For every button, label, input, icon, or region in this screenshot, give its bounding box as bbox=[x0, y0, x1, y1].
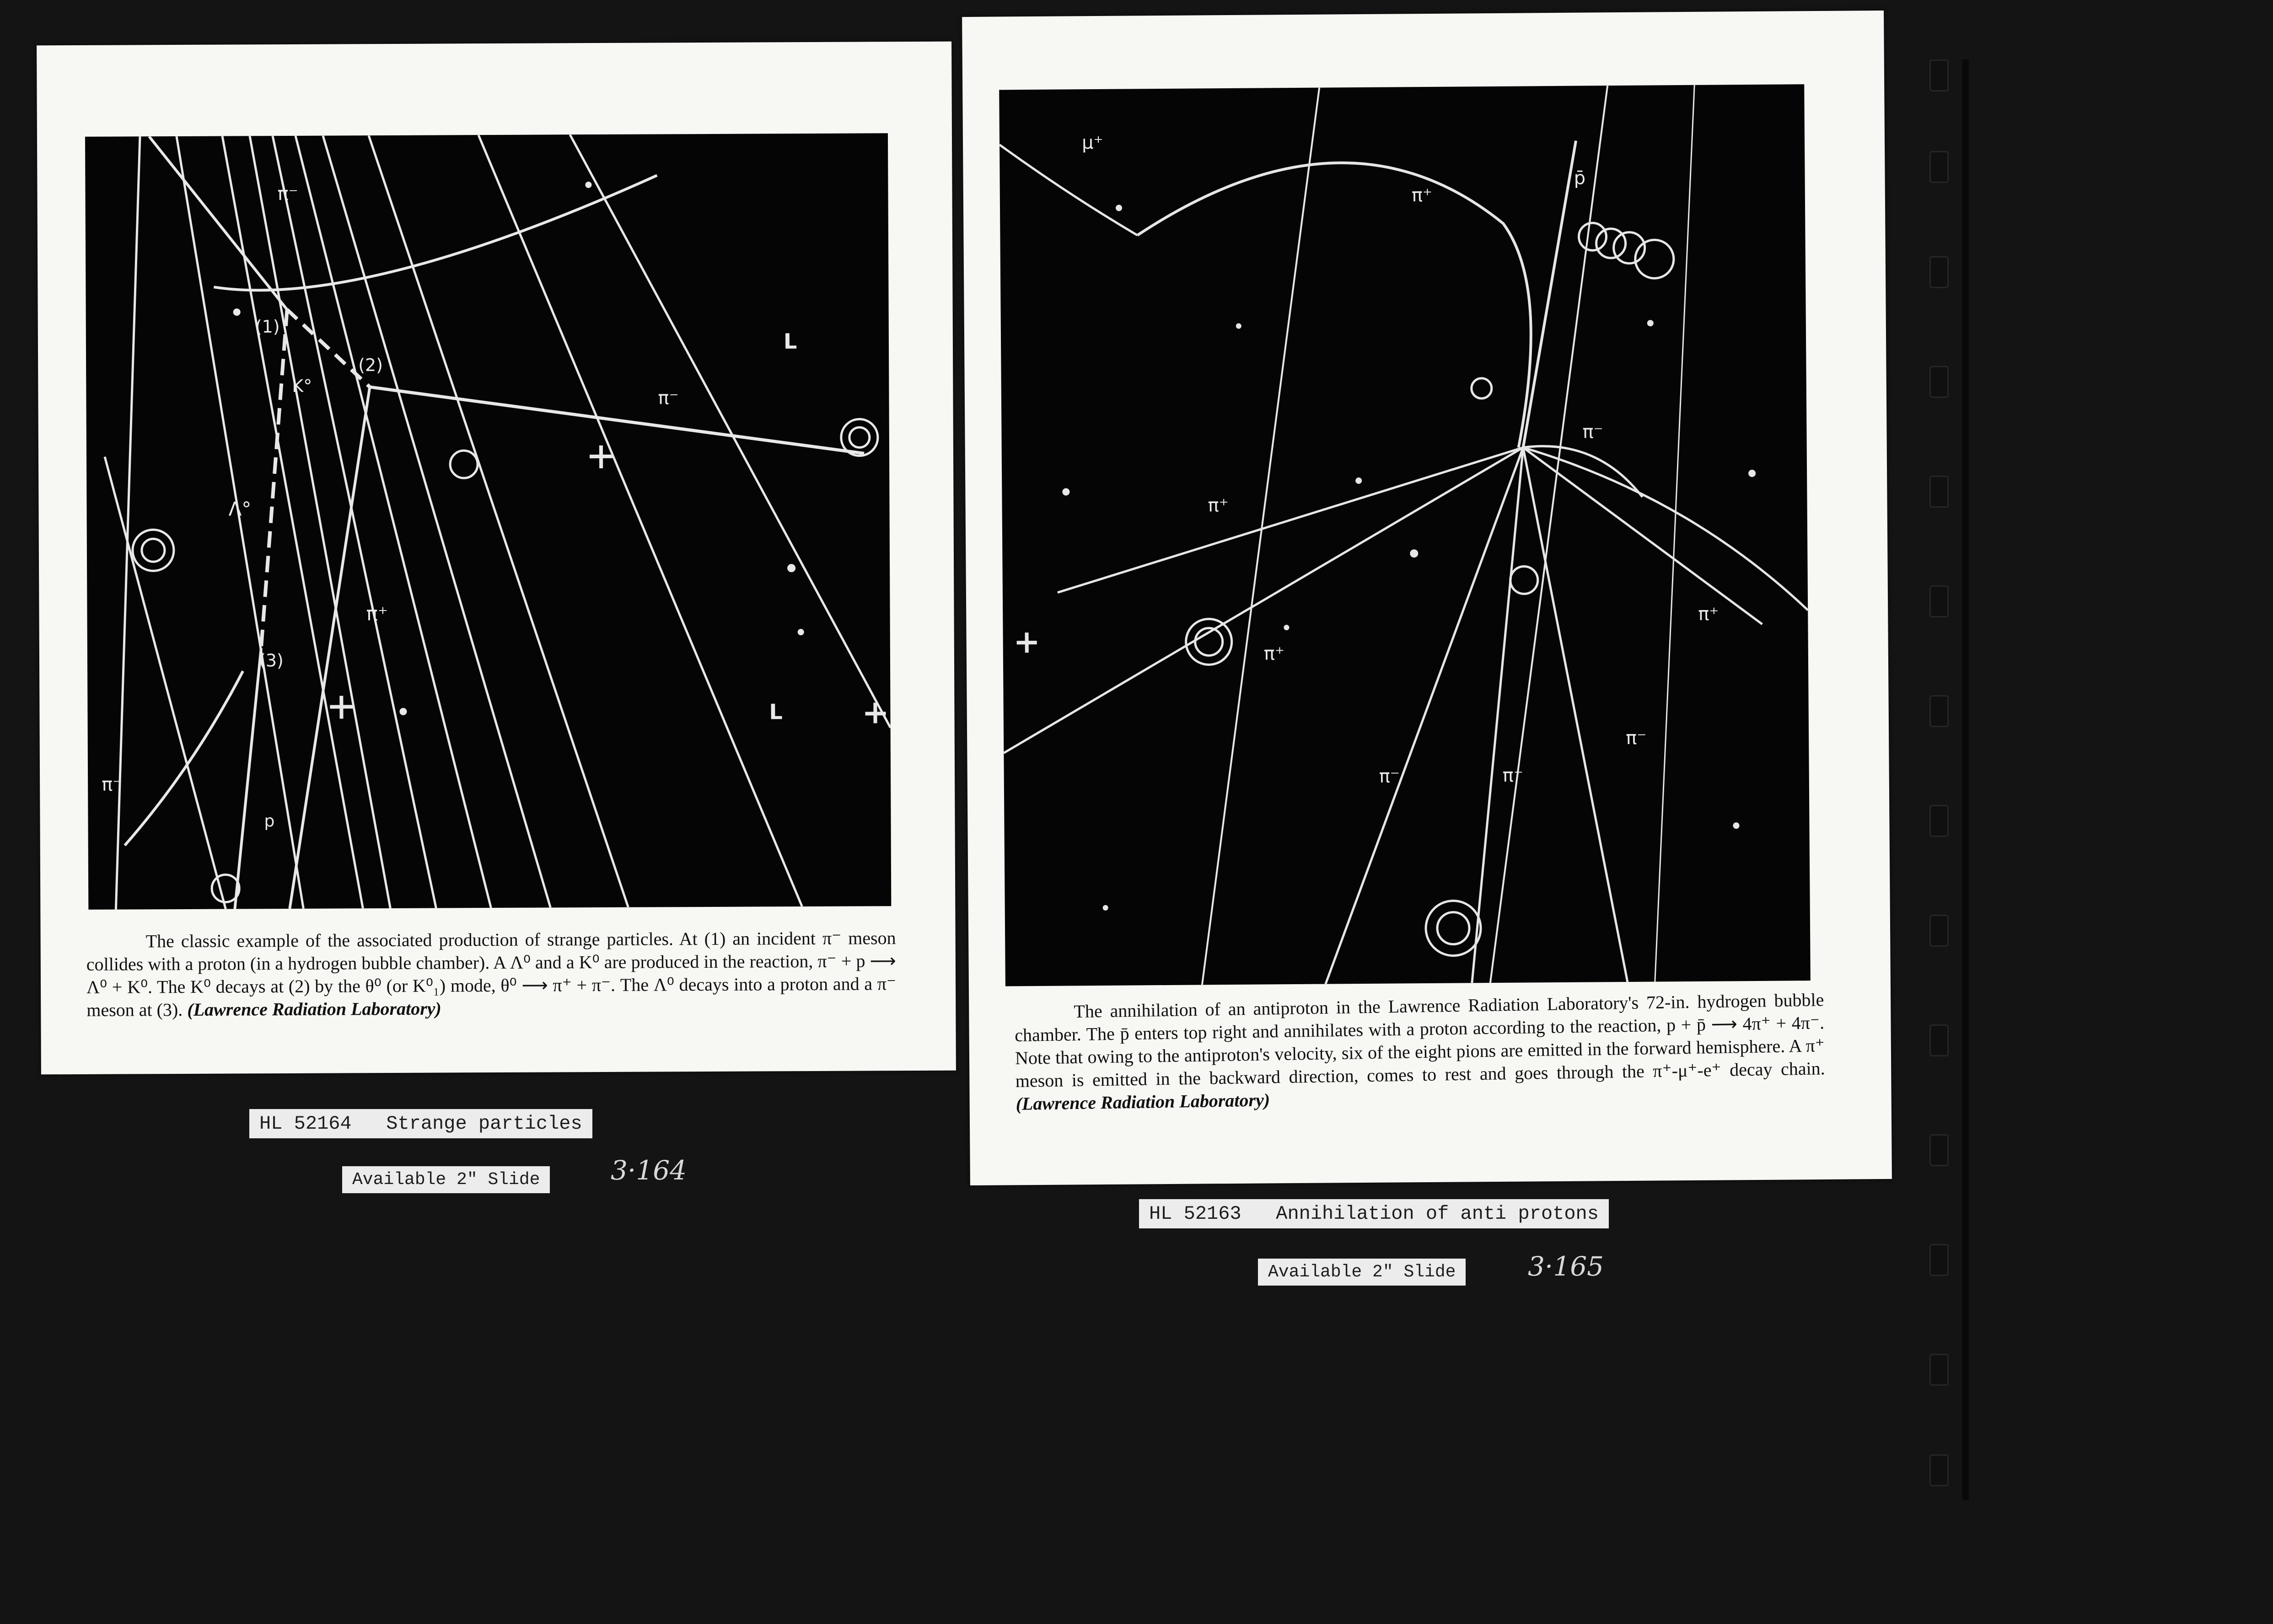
pion-track bbox=[1523, 447, 1628, 983]
spiral-track bbox=[849, 427, 870, 447]
spiral-track bbox=[212, 874, 239, 902]
spiral-track bbox=[1437, 912, 1469, 944]
caption-credit: (Lawrence Radiation Laboratory) bbox=[187, 998, 441, 1020]
label-pi-plus-right: π⁺ bbox=[1698, 603, 1719, 625]
label-pi-plus-left: π⁺ bbox=[1208, 495, 1229, 516]
beam-track bbox=[222, 135, 363, 909]
fiducial-cross bbox=[599, 445, 603, 468]
film-sprocket-hole bbox=[1929, 476, 1949, 508]
bubble-dot bbox=[1236, 323, 1241, 329]
film-sprocket-hole bbox=[1929, 151, 1949, 183]
fiducial-cross bbox=[339, 696, 343, 718]
beam-track bbox=[273, 135, 436, 909]
curved-track bbox=[124, 671, 244, 845]
pion-track bbox=[1057, 448, 1524, 593]
label-pi-plus: π⁺ bbox=[366, 602, 388, 625]
label-L-bottom: L bbox=[769, 699, 783, 724]
bubble-chamber-photo-annihilation bbox=[999, 84, 1811, 986]
bubble-dot bbox=[1355, 477, 1362, 484]
label-proton: p bbox=[264, 812, 275, 831]
film-edge-strip bbox=[1962, 59, 1969, 1500]
bubble-dot bbox=[585, 182, 591, 188]
label-collision-1: (1) bbox=[255, 316, 280, 337]
curved-track bbox=[1137, 161, 1531, 450]
bubble-dot bbox=[233, 308, 241, 316]
bubble-dot bbox=[399, 708, 407, 715]
beam-track bbox=[1649, 85, 1701, 982]
catalog-label-hl-52163: HL 52163 Annihilation of anti protons bbox=[1139, 1199, 1609, 1228]
film-sprocket-hole bbox=[1929, 695, 1949, 727]
bubble-dot bbox=[787, 564, 795, 572]
spiral-track bbox=[1472, 378, 1492, 398]
film-sprocket-hole bbox=[1929, 585, 1949, 617]
pi-plus-decay-track bbox=[287, 387, 372, 909]
beam-track bbox=[323, 135, 550, 909]
film-sprocket-hole bbox=[1929, 1354, 1949, 1386]
label-decay-2: (2) bbox=[358, 355, 383, 375]
film-sprocket-hole bbox=[1929, 1244, 1949, 1276]
film-sprocket-hole bbox=[1929, 1134, 1949, 1166]
caption-antiproton-annihilation bbox=[1014, 988, 1826, 1115]
label-decay-3: (3) bbox=[258, 650, 284, 671]
label-L-top: L bbox=[783, 329, 797, 354]
slide-availability-label: Available 2" Slide bbox=[342, 1166, 550, 1193]
pion-track bbox=[1322, 448, 1527, 984]
film-sprocket-hole bbox=[1929, 1024, 1949, 1056]
label-pi-minus-a: π⁻ bbox=[1379, 766, 1400, 787]
film-sprocket-hole bbox=[1929, 1454, 1949, 1486]
bubble-dot bbox=[1733, 822, 1739, 829]
film-sprocket-hole bbox=[1929, 805, 1949, 837]
label-k0: K° bbox=[292, 375, 312, 396]
pion-track bbox=[1468, 448, 1527, 983]
pion-track bbox=[1523, 445, 1808, 612]
caption-text: The annihilation of an antiproton in the Lawrence Radiation Laboratory's 72-in. hydrogen bubble chamber. The p̄ enters top right and annihilates with a proton according to the reaction, p + p̄ ⟶ 4π⁺ + 4π⁻. Note that owing to the antiproton's velocity, six of the eight pions are emitted in the forward hemisphere. A π⁺ meson is emitted in the backward direction, comes to rest and goes through the π⁺-μ⁺-e⁺ decay chain. bbox=[1014, 989, 1825, 1092]
caption-strange-particles bbox=[86, 927, 897, 1022]
beam-track bbox=[1196, 88, 1326, 985]
pi-minus-decay-track bbox=[370, 385, 864, 456]
bubble-dot bbox=[1062, 488, 1069, 495]
bubble-dot bbox=[1103, 905, 1108, 911]
film-sprocket-hole bbox=[1929, 59, 1949, 91]
antiproton-annihilation-print bbox=[962, 11, 1892, 1185]
label-pi-plus-mid: π⁺ bbox=[1263, 643, 1285, 665]
spiral-track bbox=[1426, 900, 1481, 956]
beam-track bbox=[478, 134, 802, 908]
spiral-track bbox=[142, 539, 165, 562]
spiral-track bbox=[1596, 229, 1625, 258]
bubble-dot bbox=[1284, 625, 1289, 630]
label-pi-plus-top: π⁺ bbox=[1411, 184, 1433, 206]
slide-availability-label: Available 2" Slide bbox=[1258, 1259, 1466, 1286]
fiducial-cross bbox=[873, 702, 877, 723]
bubble-dot bbox=[798, 629, 804, 635]
handwritten-slide-number: 3·164 bbox=[611, 1155, 687, 1186]
spiral-track bbox=[133, 530, 174, 571]
label-pi-minus-low: π⁻ bbox=[102, 774, 123, 795]
label-pi-minus-mid: π⁻ bbox=[658, 387, 679, 409]
film-sprocket-hole bbox=[1929, 366, 1949, 398]
pion-track bbox=[1002, 448, 1526, 753]
label-pi-minus-c: π⁻ bbox=[1625, 727, 1647, 749]
beam-track bbox=[1484, 86, 1614, 983]
spiral-track bbox=[450, 450, 478, 478]
track-drawing bbox=[85, 133, 891, 910]
fiducial-cross bbox=[1025, 632, 1029, 653]
bubble-dot bbox=[1647, 320, 1654, 327]
label-mu-plus: μ⁺ bbox=[1081, 132, 1103, 154]
spiral-track bbox=[1510, 566, 1538, 594]
bubble-dot bbox=[1410, 549, 1418, 557]
bubble-dot bbox=[1116, 205, 1122, 211]
spiral-track bbox=[1579, 223, 1606, 250]
catalog-label-hl-52164: HL 52164 Strange particles bbox=[249, 1109, 592, 1138]
caption-credit: (Lawrence Radiation Laboratory) bbox=[1016, 1089, 1270, 1115]
proton-track bbox=[234, 648, 262, 909]
label-pi-minus-top: π⁻ bbox=[277, 183, 298, 205]
label-pi-minus-b: π⁻ bbox=[1502, 765, 1524, 786]
spiral-track bbox=[841, 419, 878, 456]
film-sprocket-hole bbox=[1929, 256, 1949, 288]
track-drawing bbox=[999, 84, 1811, 986]
label-lambda0: Λ° bbox=[228, 498, 252, 520]
label-antiproton: p̄ bbox=[1574, 167, 1586, 189]
film-sprocket-hole bbox=[1929, 915, 1949, 947]
bubble-chamber-photo-strange bbox=[85, 133, 891, 910]
caption-text: The classic example of the associated production of strange particles. At (1) an incident π⁻ meson collides with a proton (in a hydrogen bubble chamber). A Λ⁰ and a K⁰ are produced in the reaction, π⁻ + p ⟶ Λ⁰ + K⁰. The K⁰ decays at (2) by the θ⁰ (or K⁰₁) mode, θ⁰ ⟶ π⁺ + π⁻. The Λ⁰ decays into a proton and a π⁻ meson at (3). bbox=[86, 927, 897, 1020]
bubble-dot bbox=[1748, 470, 1756, 477]
beam-track bbox=[369, 134, 628, 908]
handwritten-slide-number: 3·165 bbox=[1528, 1251, 1604, 1282]
mu-plus-track bbox=[999, 144, 1137, 236]
pion-track bbox=[1523, 446, 1763, 626]
strange-particles-print bbox=[37, 42, 956, 1075]
label-pi-minus-right: π⁻ bbox=[1582, 421, 1603, 443]
